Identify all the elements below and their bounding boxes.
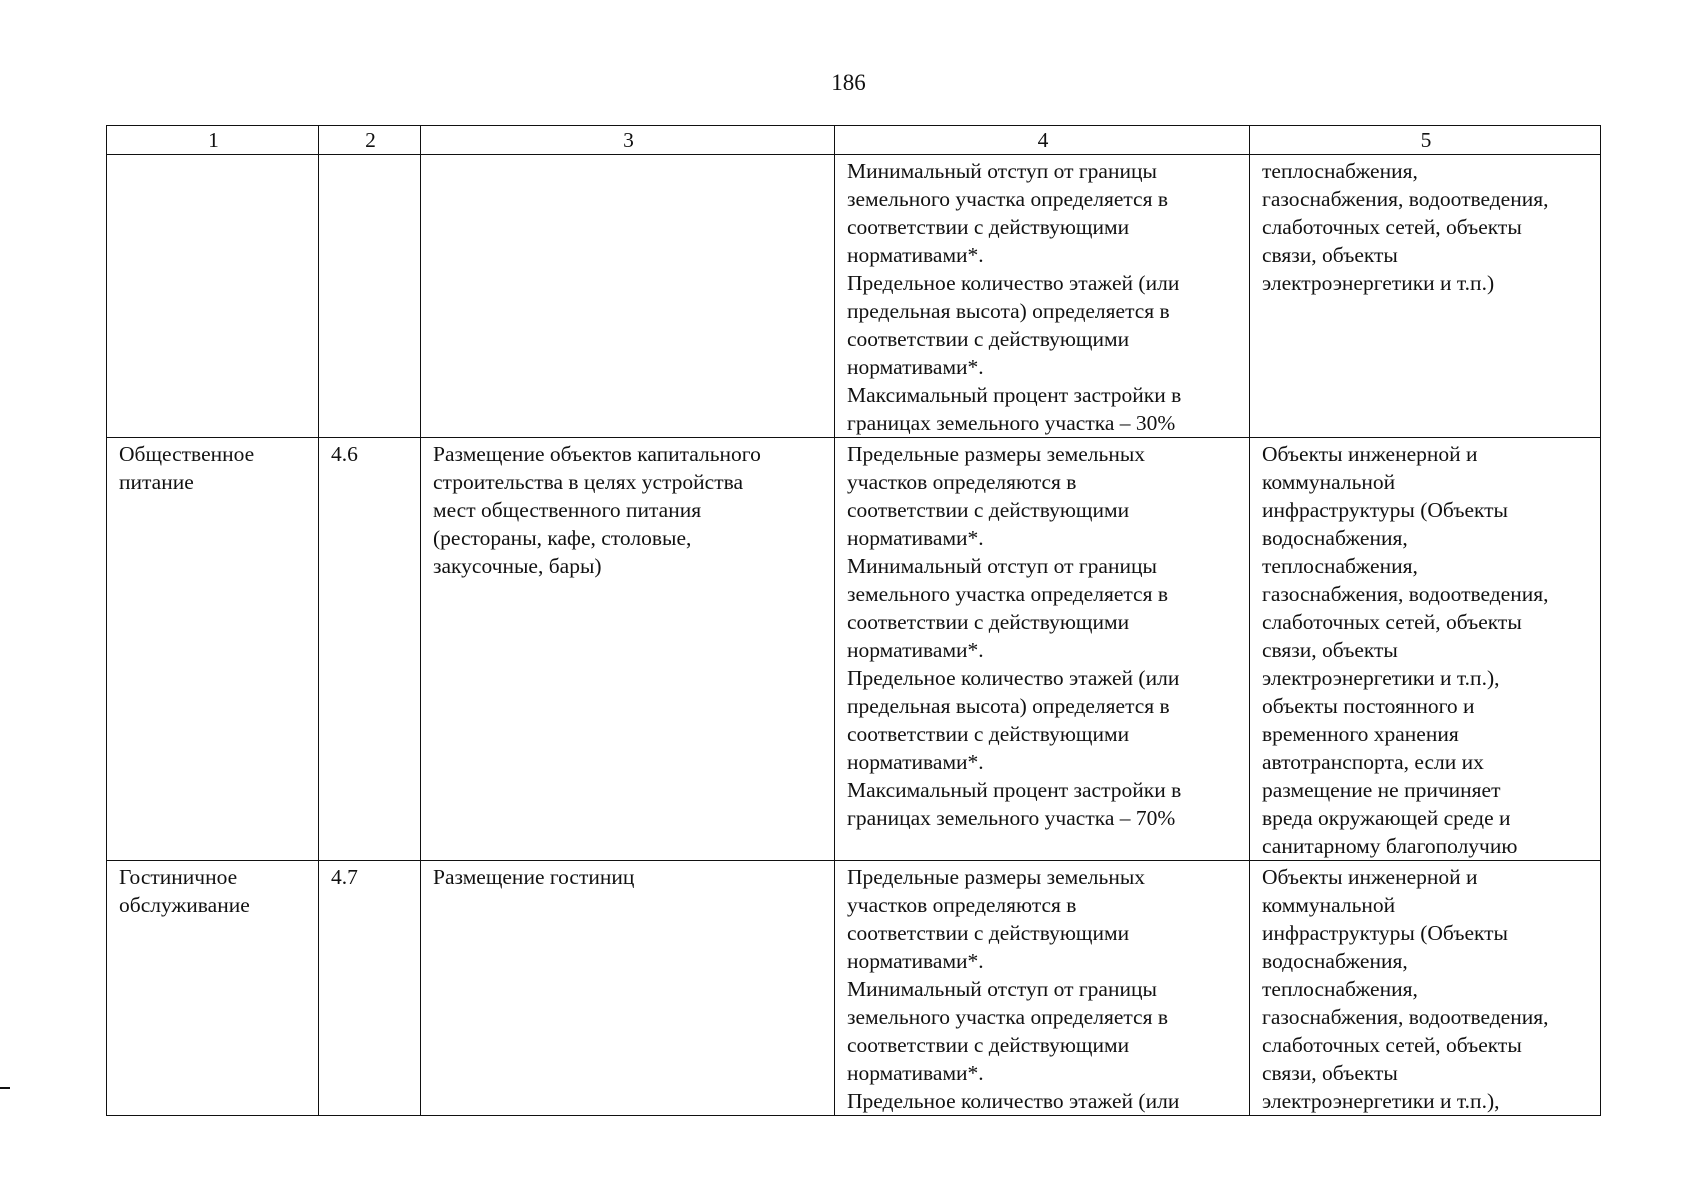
cell-text-line: автотранспорта, если их xyxy=(1262,750,1484,774)
cell-text-line: электроэнергетики и т.п.) xyxy=(1262,271,1495,295)
cell-text-line: теплоснабжения, xyxy=(1262,977,1418,1001)
cell-text-line: земельного участка определяется в xyxy=(847,582,1168,606)
cell-text-line: слаботочных сетей, объекты xyxy=(1262,610,1522,634)
cell-text-line: санитарному благополучию xyxy=(1262,834,1518,858)
cell-text-line: связи, объекты xyxy=(1262,1061,1398,1085)
table-row xyxy=(107,861,1601,1116)
cell-text-line: связи, объекты xyxy=(1262,638,1398,662)
cell-text-line: Объекты инженерной и xyxy=(1262,442,1478,466)
cell-text-line: Минимальный отступ от границы xyxy=(847,159,1157,183)
cell-text-line: водоснабжения, xyxy=(1262,949,1408,973)
header-col-3: 3 xyxy=(421,126,835,155)
cell-text-line: нормативами*. xyxy=(847,526,984,550)
margin-tick-mark xyxy=(0,1087,10,1089)
cell-text-line: соответствии с действующими xyxy=(847,1033,1130,1057)
cell-text-line: вреда окружающей среде и xyxy=(1262,806,1511,830)
cell-text-line: соответствии с действующими xyxy=(847,498,1130,522)
cell-text-line: нормативами*. xyxy=(847,1061,984,1085)
cell-text-line: нормативами*. xyxy=(847,750,984,774)
cell-text-line: участков определяются в xyxy=(847,470,1077,494)
cell-text-line: земельного участка определяется в xyxy=(847,187,1168,211)
cell-text-line: Объекты инженерной и xyxy=(1262,865,1478,889)
cell-text-line: Предельные размеры земельных xyxy=(847,442,1146,466)
cell-text-line: коммунальной xyxy=(1262,893,1396,917)
cell-text-line: теплоснабжения, xyxy=(1262,554,1418,578)
cell-text-line: нормативами*. xyxy=(847,949,984,973)
cell-auxiliary xyxy=(1250,155,1601,438)
cell-text-line: Предельное количество этажей (или xyxy=(847,271,1180,295)
cell-text-line: размещение не причиняет xyxy=(1262,778,1501,802)
cell-text-line: соответствии с действующими xyxy=(847,610,1130,634)
cell-text-line: соответствии с действующими xyxy=(847,722,1130,746)
cell-parameters xyxy=(835,438,1250,861)
cell-text-line: нормативами*. xyxy=(847,355,984,379)
zoning-table xyxy=(106,125,1601,1116)
cell-code xyxy=(319,155,421,438)
cell-text-line: Минимальный отступ от границы xyxy=(847,554,1157,578)
table-row xyxy=(107,155,1601,438)
cell-text-line: границах земельного участка – 30% xyxy=(847,411,1176,435)
cell-text-line: предельная высота) определяется в xyxy=(847,299,1170,323)
cell-text-line: Общественное xyxy=(119,442,255,466)
cell-text-line: связи, объекты xyxy=(1262,243,1398,267)
cell-text-line: Размещение объектов капитального xyxy=(433,442,761,466)
cell-text-line: закусочные, бары) xyxy=(433,554,602,578)
cell-text-line: Предельное количество этажей (или xyxy=(847,666,1180,690)
cell-name xyxy=(107,155,319,438)
cell-description xyxy=(421,438,835,861)
cell-text-line: инфраструктуры (Объекты xyxy=(1262,498,1509,522)
cell-text-line: границах земельного участка – 70% xyxy=(847,806,1176,830)
cell-text-line: электроэнергетики и т.п.), xyxy=(1262,1089,1500,1113)
cell-text-line: теплоснабжения, xyxy=(1262,159,1418,183)
cell-code: 4.7 xyxy=(319,861,421,1116)
cell-text-line: водоснабжения, xyxy=(1262,526,1408,550)
cell-parameters xyxy=(835,861,1250,1116)
cell-text-line: слаботочных сетей, объекты xyxy=(1262,215,1522,239)
cell-parameters xyxy=(835,155,1250,438)
cell-text-line: Максимальный процент застройки в xyxy=(847,778,1182,802)
cell-text-line: нормативами*. xyxy=(847,243,984,267)
header-col-4: 4 xyxy=(835,126,1250,155)
page-number: 186 xyxy=(831,70,866,95)
cell-text-line: соответствии с действующими xyxy=(847,921,1130,945)
cell-code: 4.6 xyxy=(319,438,421,861)
cell-text-line: предельная высота) определяется в xyxy=(847,694,1170,718)
cell-text-line: газоснабжения, водоотведения, xyxy=(1262,187,1549,211)
cell-text-line: временного хранения xyxy=(1262,722,1459,746)
header-col-2: 2 xyxy=(319,126,421,155)
cell-text-line: инфраструктуры (Объекты xyxy=(1262,921,1509,945)
cell-text-line: Гостиничное xyxy=(119,865,238,889)
cell-text-line: (рестораны, кафе, столовые, xyxy=(433,526,692,550)
cell-text-line: Предельные размеры земельных xyxy=(847,865,1146,889)
cell-text-line: слаботочных сетей, объекты xyxy=(1262,1033,1522,1057)
table-row xyxy=(107,438,1601,861)
cell-text-line: нормативами*. xyxy=(847,638,984,662)
cell-auxiliary xyxy=(1250,438,1601,861)
cell-text-line: объекты постоянного и xyxy=(1262,694,1475,718)
cell-name xyxy=(107,438,319,861)
cell-text-line: соответствии с действующими xyxy=(847,327,1130,351)
zoning-table-container xyxy=(106,125,1600,1116)
cell-text-line: обслуживание xyxy=(119,893,250,917)
cell-name xyxy=(107,861,319,1116)
cell-text-line: газоснабжения, водоотведения, xyxy=(1262,1005,1549,1029)
cell-text-line: питание xyxy=(119,470,194,494)
cell-text-line: Максимальный процент застройки в xyxy=(847,383,1182,407)
cell-text-line: соответствии с действующими xyxy=(847,215,1130,239)
cell-description xyxy=(421,861,835,1116)
cell-auxiliary xyxy=(1250,861,1601,1116)
cell-text-line: Предельное количество этажей (или xyxy=(847,1089,1180,1113)
cell-text-line: газоснабжения, водоотведения, xyxy=(1262,582,1549,606)
cell-text-line: Размещение гостиниц xyxy=(433,865,635,889)
header-col-1: 1 xyxy=(107,126,319,155)
cell-text-line: земельного участка определяется в xyxy=(847,1005,1168,1029)
cell-text-line: мест общественного питания xyxy=(433,498,702,522)
cell-text-line: коммунальной xyxy=(1262,470,1396,494)
cell-text-line: участков определяются в xyxy=(847,893,1077,917)
header-col-5: 5 xyxy=(1250,126,1601,155)
header-row xyxy=(107,126,1601,155)
cell-text-line: строительства в целях устройства xyxy=(433,470,744,494)
cell-text-line: Минимальный отступ от границы xyxy=(847,977,1157,1001)
cell-text-line: электроэнергетики и т.п.), xyxy=(1262,666,1500,690)
cell-description xyxy=(421,155,835,438)
